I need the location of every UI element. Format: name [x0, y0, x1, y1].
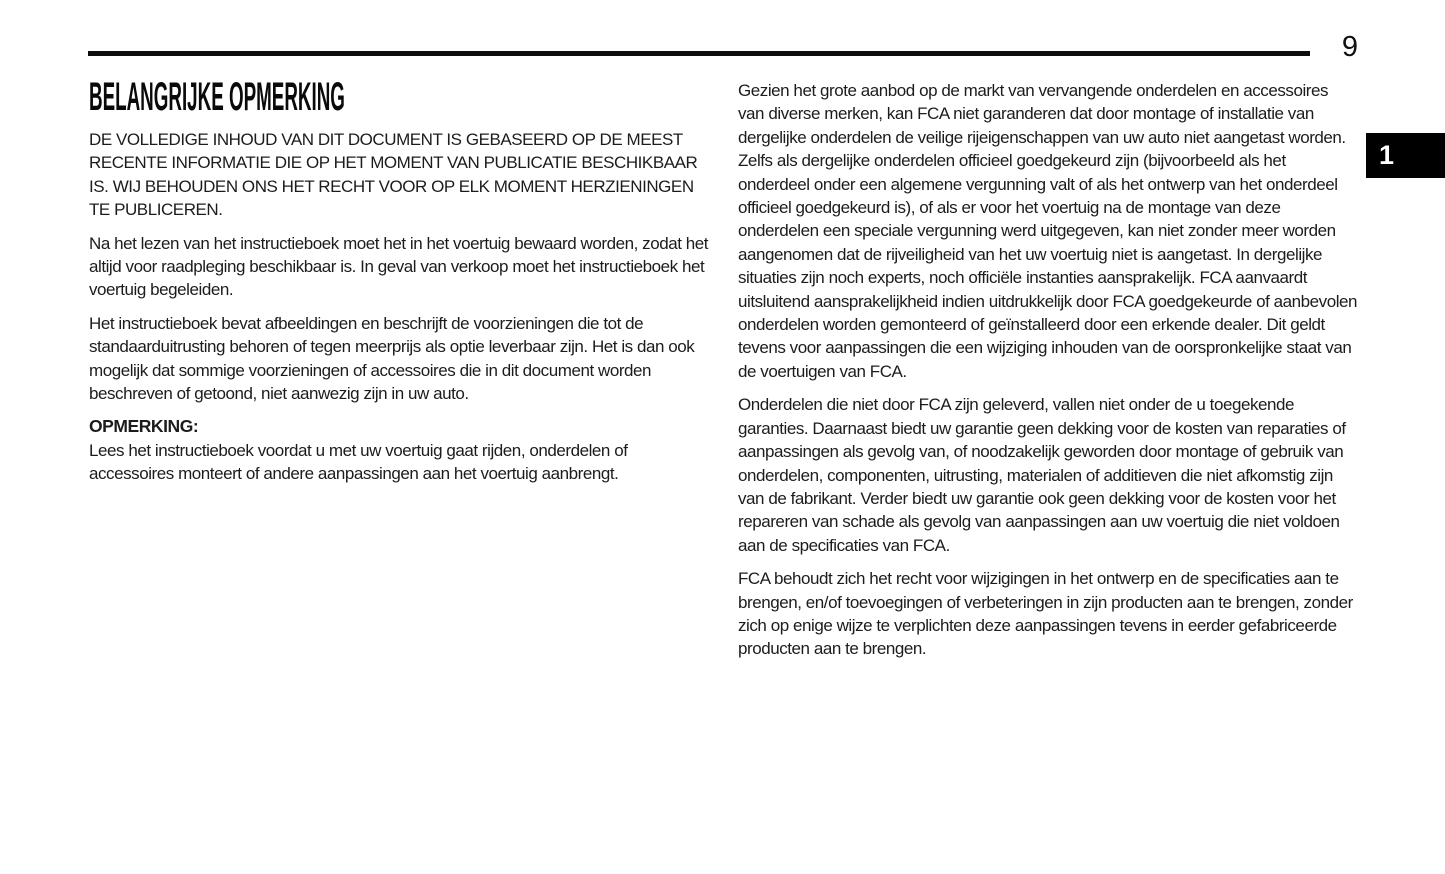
note-paragraph: Lees het instructieboek voordat u met uw voertuig gaat rijden, onderdelen of accessoires monteert of andere aanpassingen aan het voertuig aanbrengt.: [89, 440, 628, 484]
chapter-tab-number: 1: [1379, 140, 1395, 170]
section-heading-text: BELANGRIJKE OPMERKING: [89, 75, 345, 119]
header-rule: [88, 51, 1310, 56]
right-column: [738, 79, 1358, 671]
page-number: 9: [1341, 31, 1359, 63]
paragraph-keep-manual: Na het lezen van het instructieboek moet het in het voertuig bewaard worden, zodat het altijd voor raadpleging beschikbaar is. In geval van verkoop moet het instructieboek het voertuig begeleiden.: [89, 233, 709, 300]
section-heading: [89, 75, 709, 119]
paragraph-design-changes: FCA behoudt zich het recht voor wijzigingen in het ontwerp en de specificaties aan te brengen, en/of toevoegingen of verbeteringen in zijn producten aan te brengen, zonder zich op enige wijze te verplichten deze aanpassingen tevens in eerder gefabriceerde producten aan te brengen.: [738, 569, 1353, 659]
paragraph-illustrations: Het instructieboek bevat afbeeldingen en beschrijft de voorzieningen die tot de standaarduitrusting behoren of tegen meerprijs als optie leverbaar zijn. Het is dan ook mogelijk dat sommige voorzieningen of accessoires die in dit document worden beschreven of getoond, niet aanwezig zijn in uw auto.: [89, 313, 695, 404]
paragraph-aftermarket-parts: Gezien het grote aanbod op de markt van vervangende onderdelen en accessoires van diverse merken, kan FCA niet garanderen dat door montage of installatie van dergelijke onderdelen de veilige rijeigenschappen van uw auto niet aangetast worden. Zelfs als dergelijke onderdelen officieel goedgekeurd zijn (bijvoorbeeld als het onderdeel onder een algemene vergunning valt of als het ontwerp van het onderdeel officieel goedgekeurd is), of als er voor het voertuig na de montage van deze onderdelen een speciale vergunning werd uitgegeven, kan niet zonder meer worden aangenomen dat de rijveiligheid van het uw voertuig niet is aangetast. In dergelijke situaties zijn noch experts, noch officiële instanties aansprakelijk. FCA aanvaardt uitsluitend aansprakelijkheid indien uitdrukkelijk door FCA goedgekeurde of aanbevolen onderdelen worden gemonteerd of geïnstalleerd door een erkende dealer. Dit geldt tevens voor aanpassingen die een wijziging inhouden van de oorspronkelijke staat van de voertuigen van FCA.: [738, 81, 1358, 381]
paragraph-warranty: Onderdelen die niet door FCA zijn geleverd, vallen niet onder de u toegekende garanties. Daarnaast biedt uw garantie geen dekking voor de kosten van reparaties of aanpassingen als gevolg van, of noodzakelijk geworden door montage of gebruik van onderdelen, componenten, uitrusting, materialen of additieven die niet afkomstig zijn van de fabrikant. Verder biedt uw garantie ook geen dekking voor de kosten voor het repareren van schade als gevolg van aanpassingen aan uw voertuig die niet voldoen aan de specificaties van FCA.: [738, 395, 1346, 555]
left-column: [89, 75, 709, 496]
chapter-thumb-tab: [1366, 133, 1445, 178]
note-label: OPMERKING:: [89, 416, 199, 437]
paragraph-disclaimer-caps: DE VOLLEDIGE INHOUD VAN DIT DOCUMENT IS GEBASEERD OP DE MEEST RECENTE INFORMATIE DIE OP HET MOMENT VAN PUBLICATIE BESCHIKBAAR IS. WIJ BEHOUDEN ONS HET RECHT VOOR OP ELK MOMENT HERZIENINGEN TE PUBLICEREN.: [89, 130, 698, 220]
